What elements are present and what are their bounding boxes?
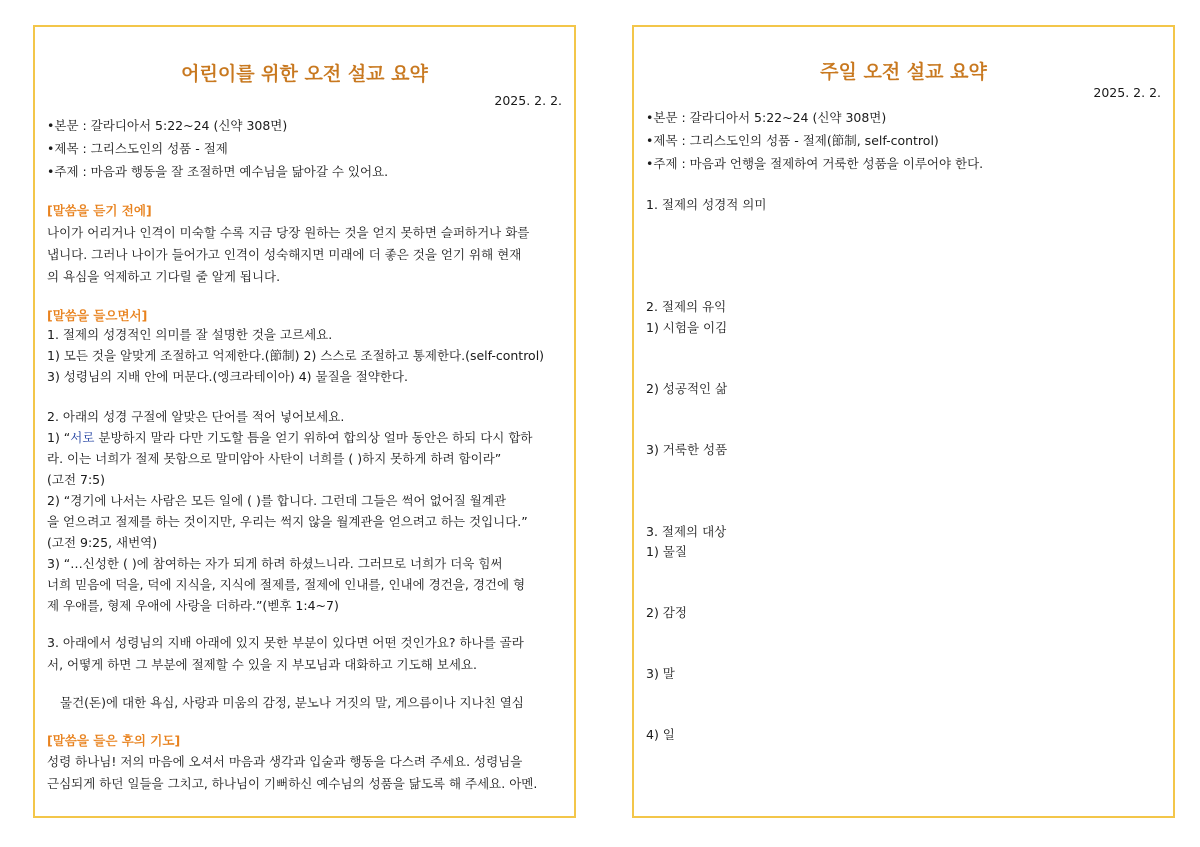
prayer-line: 성령 하나님! 저의 마음에 오셔서 마음과 생각과 입술과 행동을 다스려 주세요. 성령님을 [47,754,523,769]
question-2-item-1: 라. 이는 너희가 절제 못함으로 말미암아 사탄이 너희를 ( )하지 못하게 하려 함이라” [47,451,502,466]
section-3-item: 2) 감정 [646,605,687,620]
text-span: 1) “ [47,430,71,445]
subject-line: •제목 : 그리스도인의 성품 - 절제 [47,141,228,156]
section-3-item: 1) 물질 [646,544,687,559]
section-2-heading: 2. 절제의 유익 [646,299,727,314]
theme-line: •주제 : 마음과 언행을 절제하여 거룩한 성품을 이루어야 한다. [646,156,984,171]
section-2-item: 1) 시험을 이김 [646,320,728,335]
paragraph-line: 나이가 어리거나 인격이 미숙할 수록 지금 당장 원하는 것을 얻지 못하면 슬퍼하거나 화를 [47,225,530,240]
question-2: 2. 아래의 성경 구절에 알맞은 단어를 적어 넣어보세요. [47,409,345,424]
question-1-options: 1) 모든 것을 알맞게 조절하고 억제한다.(節制) 2) 스스로 조절하고 통제한다.(self-control) [47,348,545,363]
question-2-item-3: 3) “…신성한 ( )에 참여하는 자가 되게 하려 하셨느니라. 그러므로 너희가 더욱 힘써 [47,556,503,571]
prayer-line: 근심되게 하던 일들을 그치고, 하나님이 기뻐하신 예수님의 성품을 닮도록 해 주세요. 아멘. [47,776,538,791]
subject-line: •제목 : 그리스도인의 성품 - 절제(節制, self-control) [646,133,939,148]
section-2-item: 2) 성공적인 삶 [646,381,728,396]
question-2-item-1 [47,428,533,446]
children-sermon-page [33,25,576,818]
question-3-list: 물건(돈)에 대한 욕심, 사랑과 미움의 감정, 분노나 거짓의 말, 게으름이나 지나친 열심 [60,695,524,710]
date: 2025. 2. 2. [494,93,562,108]
section-heading-before: [말씀을 듣기 전에] [47,203,152,218]
question-3: 서, 어떻게 하면 그 부분에 절제할 수 있을 지 부모님과 대화하고 기도해 보세요. [47,657,477,672]
question-2-item-2: 을 얻으려고 절제를 하는 것이지만, 우리는 썩지 않을 월계관을 얻으려고 하는 것입니다.” [47,514,528,529]
question-3: 3. 아래에서 성령님의 지배 아래에 있지 못한 부분이 있다면 어떤 것인가요? 하나를 골라 [47,635,524,650]
scripture-line: •본문 : 갈라디아서 5:22~24 (신약 308면) [47,118,288,133]
question-2-item-1-ref: (고전 7:5) [47,472,105,487]
question-2-item-3: 제 우애를, 형제 우애에 사랑을 더하라.”(벧후 1:4~7) [47,598,339,613]
section-heading-after: [말씀을 들은 후의 기도] [47,733,181,748]
question-1-options: 3) 성령님의 지배 안에 머문다.(엥크라테이아) 4) 물질을 절약한다. [47,369,408,384]
section-3-item: 4) 일 [646,727,675,742]
date: 2025. 2. 2. [1093,85,1161,100]
highlighted-word: 서로 [70,430,95,445]
theme-line: •주제 : 마음과 행동을 잘 조절하면 예수님을 닮아갈 수 있어요. [47,164,389,179]
paragraph-line: 냅니다. 그러나 나이가 들어가고 인격이 성숙해지면 미래에 더 좋은 것을 얻기 위해 현재 [47,247,522,262]
page-title: 주일 오전 설교 요약 [820,61,987,83]
text-span: 분방하지 말라 다만 기도할 틈을 얻기 위하여 합의상 얼마 동안은 하되 다시 합하 [94,430,533,445]
question-2-item-2-ref: (고전 9:25, 새번역) [47,535,158,550]
section-heading-during: [말씀을 들으면서] [47,308,148,323]
section-1-heading: 1. 절제의 성경적 의미 [646,197,767,212]
scripture-line: •본문 : 갈라디아서 5:22~24 (신약 308면) [646,110,887,125]
section-3-item: 3) 말 [646,666,675,681]
sermon-summary-page [632,25,1175,818]
question-2-item-3: 너희 믿음에 덕을, 덕에 지식을, 지식에 절제를, 절제에 인내를, 인내에 경건을, 경건에 형 [47,577,526,592]
question-1: 1. 절제의 성경적인 의미를 잘 설명한 것을 고르세요. [47,327,333,342]
paragraph-line: 의 욕심을 억제하고 기다릴 줄 알게 됩니다. [47,269,281,284]
question-2-item-2: 2) “경기에 나서는 사람은 모든 일에 ( )를 합니다. 그런데 그들은 썩어 없어질 월계관 [47,493,507,508]
section-2-item: 3) 거룩한 성품 [646,442,728,457]
section-3-heading: 3. 절제의 대상 [646,524,727,539]
page-title: 어린이를 위한 오전 설교 요약 [181,63,428,85]
